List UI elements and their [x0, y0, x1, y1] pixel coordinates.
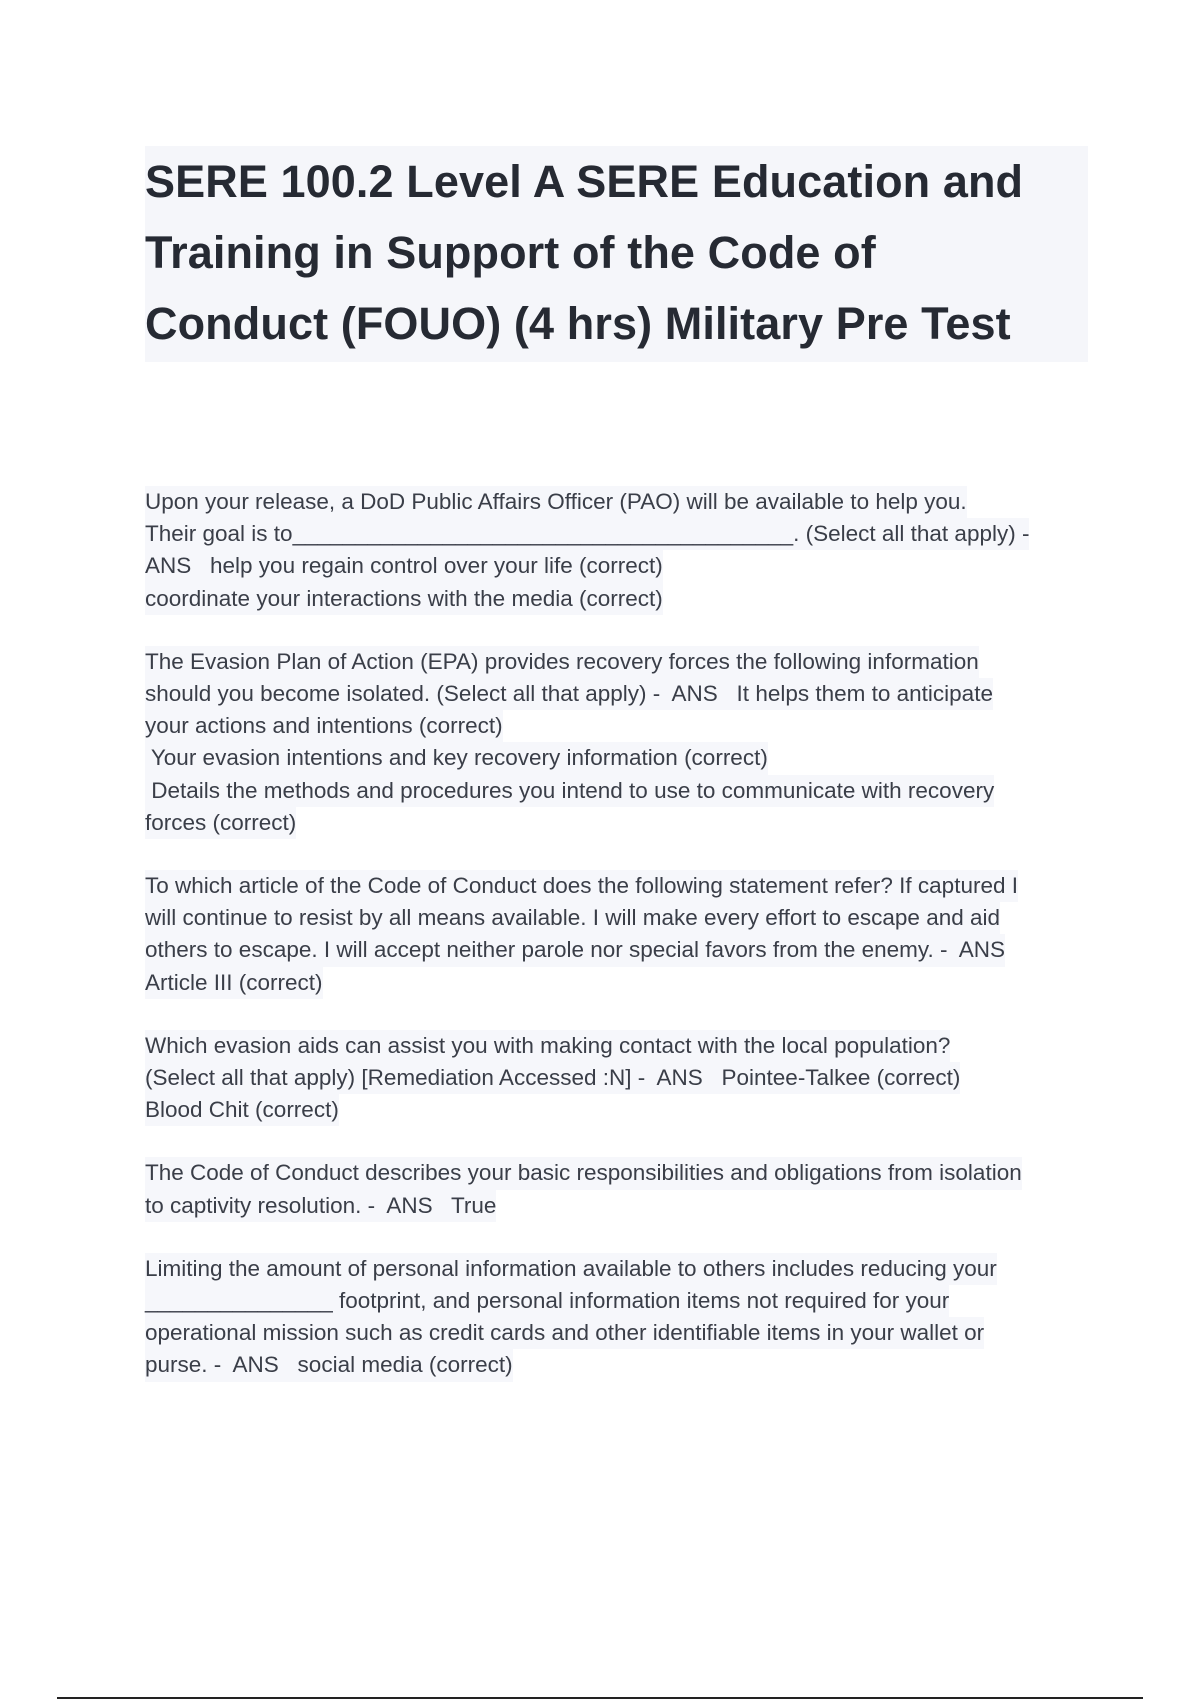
qa-item-code-of-conduct — [145, 1157, 1090, 1221]
text-line: Blood Chit (correct) — [145, 1094, 339, 1126]
qa-item-personal-info — [145, 1253, 1090, 1382]
footer-divider — [57, 1697, 1143, 1699]
text-line: operational mission such as credit cards and other identifiable items in your wallet or — [145, 1317, 984, 1349]
qa-item-epa — [145, 646, 1090, 839]
text-line: Upon your release, a DoD Public Affairs Officer (PAO) will be available to help you. — [145, 486, 967, 518]
text-line: Article III (correct) — [145, 967, 323, 999]
title-line: SERE 100.2 Level A SERE Education and — [145, 156, 1024, 207]
title-line: Conduct (FOUO) (4 hrs) Military Pre Test — [145, 298, 1011, 349]
qa-item-pao — [145, 486, 1090, 615]
text-line: To which article of the Code of Conduct does the following statement refer? If captured I — [145, 870, 1018, 902]
text-line: will continue to resist by all means available. I will make every effort to escape and aid — [145, 902, 1000, 934]
text-line: purse. - ANS social media (correct) — [145, 1349, 513, 1381]
title-line: Training in Support of the Code of — [145, 227, 876, 278]
text-line: ANS help you regain control over your life (correct) — [145, 550, 663, 582]
document-title — [145, 146, 1088, 362]
qa-item-evasion-aids — [145, 1030, 1090, 1127]
qa-item-code-article — [145, 870, 1090, 999]
text-line: should you become isolated. (Select all that apply) - ANS It helps them to anticipate — [145, 678, 993, 710]
text-line: your actions and intentions (correct) — [145, 710, 503, 742]
question-answer-list — [145, 486, 1090, 1413]
text-line: Their goal is to________________________________________. (Select all that apply) - — [145, 518, 1029, 550]
text-line: Details the methods and procedures you intend to use to communicate with recovery — [145, 775, 994, 807]
text-line: to captivity resolution. - ANS True — [145, 1190, 496, 1222]
text-line: (Select all that apply) [Remediation Accessed :N] - ANS Pointee-Talkee (correct) — [145, 1062, 960, 1094]
text-line: The Evasion Plan of Action (EPA) provides recovery forces the following information — [145, 646, 979, 678]
text-line: others to escape. I will accept neither parole nor special favors from the enemy. - ANS — [145, 934, 1005, 966]
text-line: The Code of Conduct describes your basic responsibilities and obligations from isolation — [145, 1157, 1022, 1189]
text-line: coordinate your interactions with the media (correct) — [145, 583, 663, 615]
text-line: forces (correct) — [145, 807, 296, 839]
text-line: Limiting the amount of personal information available to others includes reducing your — [145, 1253, 997, 1285]
text-line: _______________ footprint, and personal information items not required for your — [145, 1285, 949, 1317]
text-line: Your evasion intentions and key recovery information (correct) — [145, 742, 768, 774]
text-line: Which evasion aids can assist you with making contact with the local population? — [145, 1030, 950, 1062]
